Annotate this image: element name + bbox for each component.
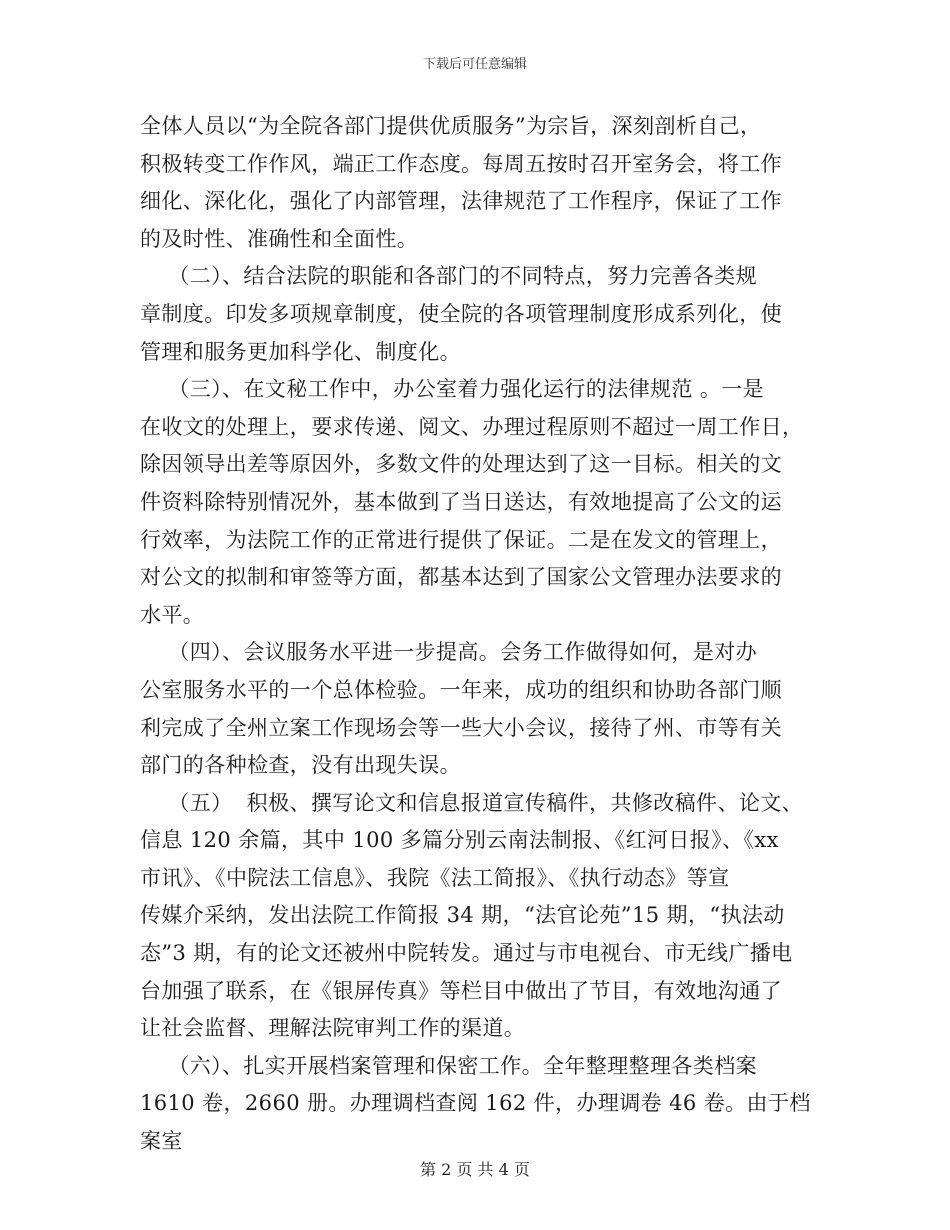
paragraph-2: （二）、结合法院的职能和各部门的不同特点，努力完善各类规 章制度。印发多项规章制度，使全院的各项管理制度形成系列化，使 管理和服务更加科学化、制度化。 <box>140 264 782 364</box>
paragraph-4: （四）、会议服务水平进一步提高。会务工作做得如何，是对办 公室服务水平的一个总体检验。一年来，成功的组织和协助各部门顺 利完成了全州立案工作现场会等一些大小会议，接待了州、市等有关 部门的各种检查，没有出现失误。 <box>140 640 782 778</box>
paragraph-6: （六）、扎实开展档案管理和保密工作。全年整理整理各类档案 1610 卷，2660 册。办理调档查阅 162 件，办理调卷 46 卷。由于档案室 <box>140 1053 811 1154</box>
document-body <box>140 108 830 1161</box>
paragraph-5: （五） 积极、撰写论文和信息报道宣传稿件，共修改稿件、论文、 信息 120 余篇，其中 100 多篇分别云南法制报、《红河日报》、《xx 市讯》、《中院法工信息》、我院《法工简报》、《执行动态》等宣 传媒介采纳，发出法院工作简报 34 期，“法官论苑”15 期，“执法动 态”3 期，有的论文还被州中院转发。通过与市电视台、市无线广播电 台加强了联系，在《银屏传真》等栏目中做出了节目，有效地沟通了 让社会监督、理解法院审判工作的渠道。 <box>140 790 804 1041</box>
page-header: 下载后可任意编辑 <box>422 57 527 72</box>
paragraph-3: （三）、在文秘工作中，办公室着力强化运行的法律规范 。一是 在收文的处理上，要求传递、阅文、办理过程原则不超过一周工作日， 除因领导出差等原因外，多数文件的处理达到了这一目标。相关的文 件资料除特别情况外，基本做到了当日送达，有效地提高了公文的运 行效率，为法院工作的正常进行提供了保证。二是在发文的管理上， 对公文的拟制和审签等方面，都基本达到了国家公文管理办法要求的 水平。 <box>140 377 804 627</box>
paragraph-1: 全体人员以“为全院各部门提供优质服务”为宗旨，深刻剖析自己， 积极转变工作作风，端正工作态度。每周五按时召开室务会，将工作 细化、深化化，强化了内部管理，法律规范了工作程序，保证了工作 的及时性、准确性和全面性。 <box>140 114 782 251</box>
page-footer: 第 2 页 共 4 页 <box>420 1160 530 1179</box>
